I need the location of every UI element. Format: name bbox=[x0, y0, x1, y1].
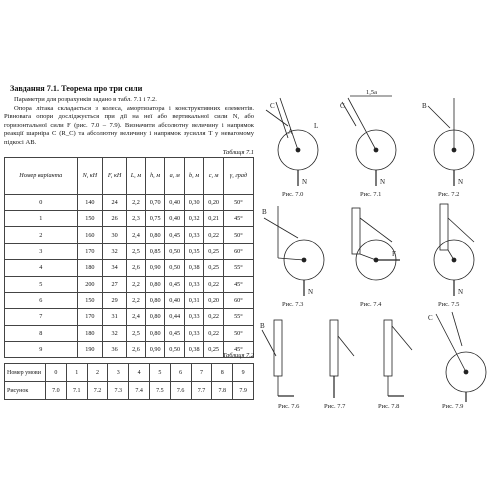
table72-number-cell: 3 bbox=[108, 364, 129, 382]
table-row bbox=[5, 227, 254, 243]
figure-7-4 bbox=[352, 208, 400, 308]
table71-cell: 2 bbox=[5, 227, 78, 243]
table71-cell: 0,25 bbox=[204, 260, 223, 276]
figure-caption: Рис. 7.0 bbox=[282, 191, 304, 198]
table71-cell: 0,45 bbox=[165, 276, 184, 292]
table71-cell: 30 bbox=[103, 227, 127, 243]
figure-caption: Рис. 7.2 bbox=[438, 191, 460, 198]
table71-cell: 0,80 bbox=[145, 309, 164, 325]
table71-cell: 0,90 bbox=[145, 342, 164, 358]
figure-7-6 bbox=[260, 320, 300, 408]
table72-figure-cell: 7.8 bbox=[212, 382, 233, 400]
table71-cell: 0,38 bbox=[184, 342, 203, 358]
label-F: F bbox=[392, 250, 396, 258]
table71-cell: 0,25 bbox=[204, 243, 223, 259]
table71-cell: 0,22 bbox=[204, 227, 223, 243]
table71-cell: 0,22 bbox=[204, 309, 223, 325]
label-C: C bbox=[428, 314, 433, 322]
table72-row-number bbox=[5, 364, 254, 382]
table72-figure-cell: 7.6 bbox=[170, 382, 191, 400]
table72-number-cell: 7 bbox=[191, 364, 212, 382]
table71-cell: 2,2 bbox=[126, 194, 145, 210]
table71-cell: 0 bbox=[5, 194, 78, 210]
table71-cell: 34 bbox=[103, 260, 127, 276]
table71-body bbox=[5, 194, 254, 358]
table71-cell: 0,38 bbox=[184, 260, 203, 276]
table71-cell: 2,2 bbox=[126, 276, 145, 292]
label-C: C bbox=[270, 102, 275, 110]
table71-cell: 0,50 bbox=[165, 260, 184, 276]
table71-cell: 0,45 bbox=[165, 227, 184, 243]
table71-cell: 0,80 bbox=[145, 292, 164, 308]
table71-header-cell: b, м bbox=[184, 157, 203, 194]
table72-figure-cell: 7.0 bbox=[46, 382, 67, 400]
figure-caption: Рис. 7.7 bbox=[324, 403, 346, 408]
table72-number-cell: 2 bbox=[87, 364, 108, 382]
figure-7-2 bbox=[422, 98, 474, 198]
table71-cell: 0,22 bbox=[204, 276, 223, 292]
figures-panel bbox=[258, 88, 496, 408]
table72-number-cell: 4 bbox=[129, 364, 150, 382]
table72-number-cell: 8 bbox=[212, 364, 233, 382]
table71-cell: 45° bbox=[223, 342, 253, 358]
label-N: N bbox=[380, 178, 386, 186]
table71-cell: 0,80 bbox=[145, 227, 164, 243]
table72-figure-cell: 7.4 bbox=[129, 382, 150, 400]
table72-number-cell: 0 bbox=[46, 364, 67, 382]
table71-cell: 150 bbox=[77, 292, 103, 308]
table71-cell: 0,33 bbox=[184, 309, 203, 325]
table-row bbox=[5, 276, 254, 292]
table71-cell: 2,5 bbox=[126, 325, 145, 341]
figure-7-5 bbox=[434, 204, 474, 308]
table71-cell: 0,20 bbox=[204, 292, 223, 308]
table71-cell: 29 bbox=[103, 292, 127, 308]
table71-cell: 5 bbox=[5, 276, 78, 292]
table71-cell: 8 bbox=[5, 325, 78, 341]
table71-cell: 1 bbox=[5, 210, 78, 226]
table71-caption: Таблиця 7.1 bbox=[222, 148, 254, 156]
table71-cell: 0,40 bbox=[165, 194, 184, 210]
figure-caption: Рис. 7.3 bbox=[282, 301, 304, 308]
table71-header-row bbox=[5, 157, 254, 194]
task-section bbox=[4, 84, 254, 358]
table71-cell: 170 bbox=[77, 243, 103, 259]
table71-cell: 0,22 bbox=[204, 325, 223, 341]
table71-cell: 2,2 bbox=[126, 292, 145, 308]
table71-cell: 0,40 bbox=[165, 292, 184, 308]
table71-cell: 0,35 bbox=[184, 243, 203, 259]
table71-cell: 2,4 bbox=[126, 227, 145, 243]
table71-cell: 0,33 bbox=[184, 227, 203, 243]
table71-cell: 32 bbox=[103, 243, 127, 259]
table71-cell: 0,20 bbox=[204, 194, 223, 210]
table72-figure-cell: 7.9 bbox=[233, 382, 254, 400]
label-B: B bbox=[422, 102, 427, 110]
table-row bbox=[5, 309, 254, 325]
table72-figure-cell: 7.5 bbox=[149, 382, 170, 400]
label-C: C bbox=[340, 102, 345, 110]
table71-cell: 0,21 bbox=[204, 210, 223, 226]
figure-7-9 bbox=[428, 312, 486, 408]
figure-7-7 bbox=[324, 320, 354, 408]
table71-cell: 55° bbox=[223, 309, 253, 325]
table72-figure-cell: 7.3 bbox=[108, 382, 129, 400]
table72-row-figure bbox=[5, 382, 254, 400]
table-row bbox=[5, 325, 254, 341]
table71-cell: 0,70 bbox=[145, 194, 164, 210]
table71-cell: 0,30 bbox=[184, 194, 203, 210]
table71-cell: 50° bbox=[223, 325, 253, 341]
table72-label-figure: Рисунок bbox=[5, 382, 46, 400]
task-description-paragraph: Опора літака складається з колеса, амортизатора і конструктивних елементів. Рівновага опори досліджується при дії на неї або вертикальної сили N, або горизонтальної сили F (рис. 7.0 – 7.9). Визначити абсолютну величину і напрямок реакції шарніра C (R_C) та абсолютну величину і напрямок зусилля T у невагомому підкосі AB. bbox=[4, 104, 254, 146]
task-params-paragraph: Параметри для розрахунків задано в табл. 7.1 і 7.2. bbox=[14, 96, 157, 103]
table72-number-cell: 5 bbox=[149, 364, 170, 382]
table72-number-cell: 1 bbox=[66, 364, 87, 382]
label-B: B bbox=[262, 208, 267, 216]
table71-cell: 50° bbox=[223, 194, 253, 210]
table71-header-cell: N, кН bbox=[77, 157, 103, 194]
table71-header-cell: F, кН bbox=[103, 157, 127, 194]
table71-cell: 180 bbox=[77, 260, 103, 276]
table71-cell: 55° bbox=[223, 260, 253, 276]
table71-cell: 0,25 bbox=[204, 342, 223, 358]
figure-7-8 bbox=[378, 320, 412, 408]
table71-cell: 2,5 bbox=[126, 243, 145, 259]
table71-cell: 0,44 bbox=[165, 309, 184, 325]
label-N: N bbox=[308, 288, 314, 296]
table71-cell: 200 bbox=[77, 276, 103, 292]
table71-cell: 26 bbox=[103, 210, 127, 226]
table71-cell: 140 bbox=[77, 194, 103, 210]
table-row bbox=[5, 194, 254, 210]
table-row bbox=[5, 243, 254, 259]
table71-cell: 60° bbox=[223, 243, 253, 259]
table71-cell: 0,33 bbox=[184, 276, 203, 292]
table71-cell: 170 bbox=[77, 309, 103, 325]
table-row bbox=[5, 292, 254, 308]
table71-cell: 0,31 bbox=[184, 292, 203, 308]
table71-cell: 2,4 bbox=[126, 309, 145, 325]
table72-figure-cell: 7.7 bbox=[191, 382, 212, 400]
table71-cell: 0,85 bbox=[145, 243, 164, 259]
table71-cell: 0,33 bbox=[184, 325, 203, 341]
table71-header-cell: Номер варіанта bbox=[5, 157, 78, 194]
table72-number-cell: 9 bbox=[233, 364, 254, 382]
table71-cell: 0,75 bbox=[145, 210, 164, 226]
figure-caption: Рис. 7.8 bbox=[378, 403, 400, 408]
table71-cell: 0,32 bbox=[184, 210, 203, 226]
figure-caption: Рис. 7.4 bbox=[360, 301, 382, 308]
table71-cell: 60° bbox=[223, 292, 253, 308]
table71-cell: 160 bbox=[77, 227, 103, 243]
table71-cell: 180 bbox=[77, 325, 103, 341]
table71-cell: 3 bbox=[5, 243, 78, 259]
table71-cell: 7 bbox=[5, 309, 78, 325]
figure-caption: Рис. 7.6 bbox=[278, 403, 300, 408]
table71-cell: 0,50 bbox=[165, 243, 184, 259]
label-1-5a: 1,5a bbox=[366, 89, 378, 96]
label-L: L bbox=[314, 122, 319, 130]
table71-cell: 27 bbox=[103, 276, 127, 292]
table-row bbox=[5, 210, 254, 226]
label-A: A bbox=[288, 128, 294, 136]
table71-cell: 36 bbox=[103, 342, 127, 358]
table71-cell: 50° bbox=[223, 227, 253, 243]
table71-cell: 0,40 bbox=[165, 210, 184, 226]
table71-cell: 0,80 bbox=[145, 325, 164, 341]
table71-cell: 4 bbox=[5, 260, 78, 276]
table71-cell: 45° bbox=[223, 276, 253, 292]
table72-number-cell: 6 bbox=[170, 364, 191, 382]
table71-cell: 31 bbox=[103, 309, 127, 325]
label-N: N bbox=[458, 178, 464, 186]
table-7-2 bbox=[4, 363, 254, 400]
task-title: Завдання 7.1. Теорема про три сили bbox=[10, 84, 143, 93]
table71-header-cell: a, м bbox=[165, 157, 184, 194]
table71-cell: 190 bbox=[77, 342, 103, 358]
figures-drawing bbox=[258, 88, 496, 408]
table71-header-cell: c, м bbox=[204, 157, 223, 194]
table71-cell: 0,80 bbox=[145, 276, 164, 292]
table71-header-cell: γ, град bbox=[223, 157, 253, 194]
table71-cell: 2,6 bbox=[126, 342, 145, 358]
figure-7-3 bbox=[262, 206, 324, 308]
label-N: N bbox=[458, 288, 464, 296]
table-7-1 bbox=[4, 157, 254, 359]
figure-7-0 bbox=[266, 98, 318, 198]
table71-header-cell: L, м bbox=[126, 157, 145, 194]
table-row bbox=[5, 260, 254, 276]
table72-figure-cell: 7.2 bbox=[87, 382, 108, 400]
table71-cell: 45° bbox=[223, 210, 253, 226]
figure-7-1 bbox=[340, 89, 396, 198]
figure-caption: Рис. 7.5 bbox=[438, 301, 460, 308]
table71-cell: 0,45 bbox=[165, 325, 184, 341]
table71-header-cell: h, м bbox=[145, 157, 164, 194]
table72-label-number: Номер умови bbox=[5, 364, 46, 382]
table72-caption: Таблиця 7.2 bbox=[222, 352, 254, 359]
table71-cell: 32 bbox=[103, 325, 127, 341]
table71-cell: 6 bbox=[5, 292, 78, 308]
table72-figure-cell: 7.1 bbox=[66, 382, 87, 400]
table71-cell: 0,90 bbox=[145, 260, 164, 276]
table71-cell: 2,6 bbox=[126, 260, 145, 276]
table71-cell: 24 bbox=[103, 194, 127, 210]
figure-caption: Рис. 7.1 bbox=[360, 191, 382, 198]
table71-cell: 150 bbox=[77, 210, 103, 226]
table71-cell: 0,50 bbox=[165, 342, 184, 358]
table71-cell: 2,3 bbox=[126, 210, 145, 226]
table71-cell: 9 bbox=[5, 342, 78, 358]
figure-caption: Рис. 7.9 bbox=[442, 403, 464, 408]
label-B: B bbox=[260, 322, 265, 330]
label-N: N bbox=[302, 178, 308, 186]
